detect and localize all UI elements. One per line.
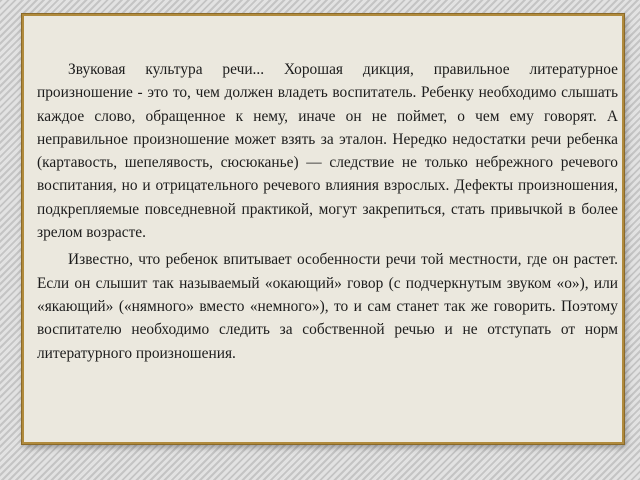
paragraph-speech-culture: Звуковая культура речи... Хорошая дикция, правильное литературное произношение - это то, чем должен владеть воспитатель. Ребенку необходимо слышать каждое слово, обращенное к нему, иначе он не поймет, о чем ему говорят. А неправильное произношение может взять за эталон. Нередко недостатки речи ребенка (картавость, шепелявость, сюсюканье) — следствие не только небрежного речевого воспитания, но и отрицательного речевого влияния взрослых. Дефекты произношения, подкрепляемые повседневной практикой, могут закрепиться, стать привычкой в более зрелом возрасте.: [37, 61, 618, 242]
slide-text-body: [37, 58, 618, 365]
paragraph-regional-accent: Известно, что ребенок впитывает особенности речи той местности, где он растет. Если он слышит так называемый «окающий» говор (с подчеркнутым звуком «о»), или «якающий» («нямного» вместо «немного»), то и сам станет так же говорить. Поэтому воспитателю необходимо следить за собственной речью и не отступать от норм литературного произношения.: [37, 251, 618, 362]
